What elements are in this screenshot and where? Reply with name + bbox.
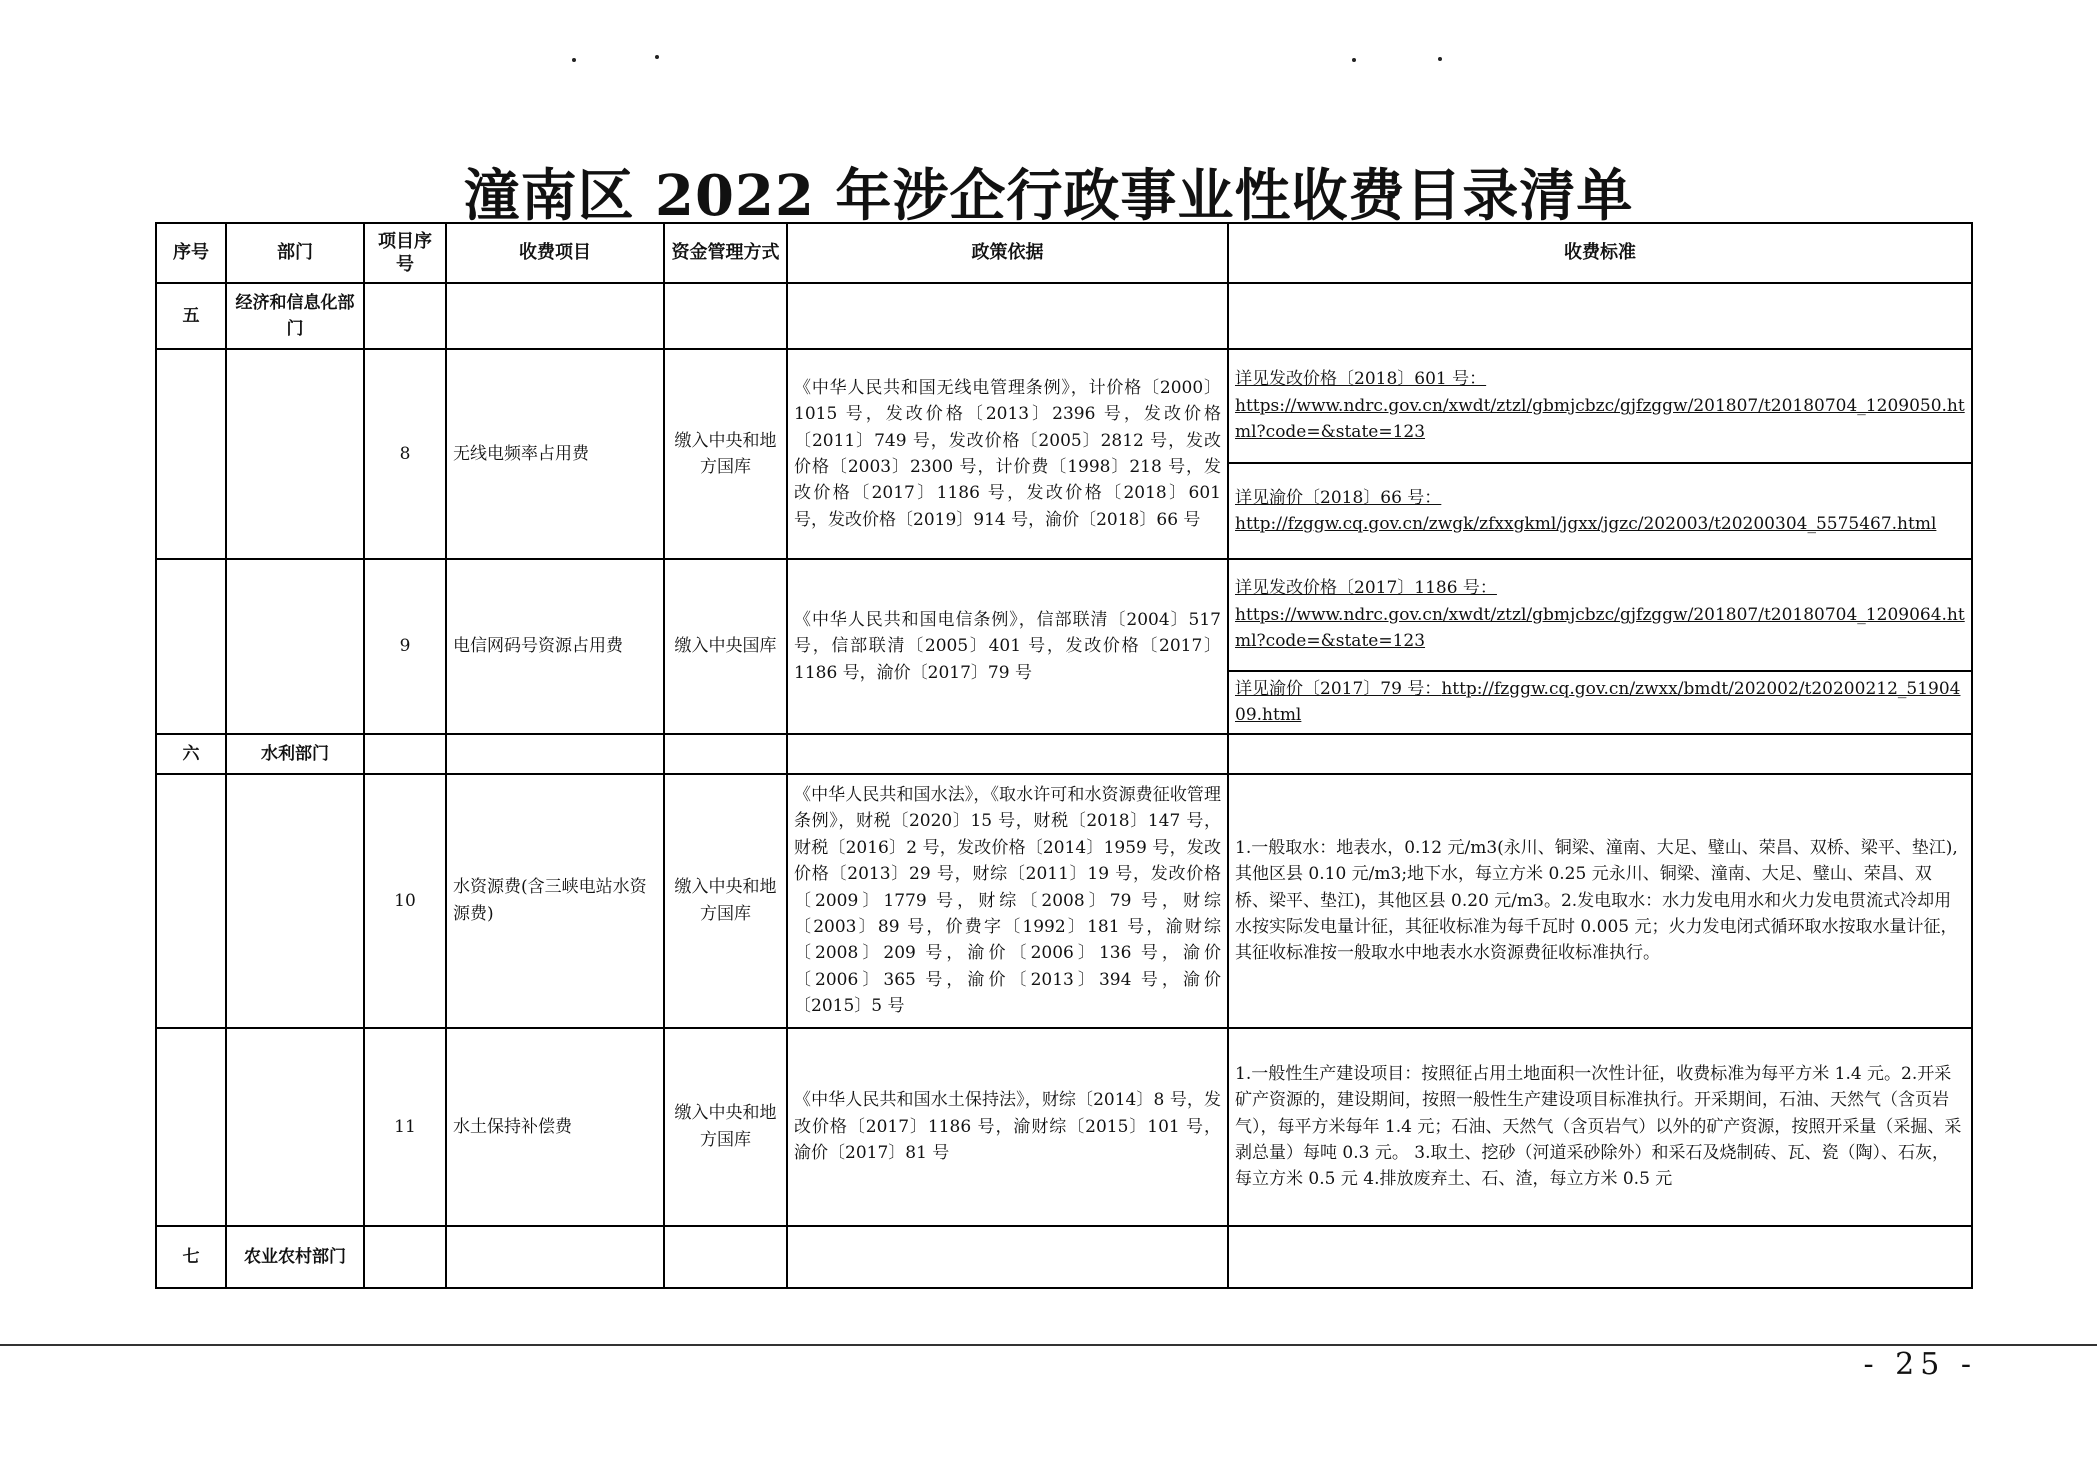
item-seq: 11	[364, 1028, 446, 1226]
fund-method: 缴入中央和地方国库	[664, 774, 787, 1028]
section-dept: 农业农村部门	[226, 1226, 364, 1288]
header-seq: 序号	[156, 223, 226, 283]
table-header-row	[156, 223, 1972, 283]
table-row	[156, 1028, 1972, 1226]
scan-speck	[1352, 58, 1356, 62]
header-standard: 收费标准	[1228, 223, 1972, 283]
table-row	[156, 559, 1972, 671]
standard-label: 详见渝价〔2017〕79 号：	[1235, 679, 1442, 699]
standard-cell	[1228, 349, 1972, 463]
table-row	[156, 774, 1972, 1028]
section-row	[156, 734, 1972, 774]
fund-method: 缴入中央国库	[664, 559, 787, 734]
standard-label: 详见渝价〔2018〕66 号：	[1235, 487, 1442, 508]
item-name: 水资源费(含三峡电站水资源费)	[446, 774, 664, 1028]
scan-speck	[1438, 57, 1442, 61]
fee-catalog-table	[155, 222, 1973, 1289]
standard-link[interactable]: https://www.ndrc.gov.cn/xwdt/ztzl/gbmjcbzc/gjfzggw/201807/t20180704_1209064.html?code=&state=123	[1235, 604, 1965, 652]
document-title: 潼南区 2022 年涉企行政事业性收费目录清单	[463, 163, 1634, 229]
policy-basis: 《中华人民共和国电信条例》，信部联清〔2004〕517 号，信部联清〔2005〕401 号，发改价格〔2017〕1186 号，渝价〔2017〕79 号	[787, 559, 1228, 734]
policy-basis: 《中华人民共和国无线电管理条例》，计价格〔2000〕1015 号，发改价格〔2013〕2396 号，发改价格〔2011〕749 号，发改价格〔2005〕2812 号，发改价格〔2003〕2300 号，计价费〔1998〕218 号，发改价格〔2017〕1186 号，发改价格〔2018〕601 号，发改价格〔2019〕914 号，渝价〔2018〕66 号	[787, 349, 1228, 559]
standard-label: 详见发改价格〔2018〕601 号：	[1235, 369, 1487, 390]
table-row	[156, 349, 1972, 463]
section-number: 五	[156, 283, 226, 349]
scan-speck	[655, 55, 659, 59]
fund-method: 缴入中央和地方国库	[664, 1028, 787, 1226]
standard-link[interactable]: https://www.ndrc.gov.cn/xwdt/ztzl/gbmjcbzc/gjfzggw/201807/t20180704_1209050.html?code=&state=123	[1235, 395, 1965, 443]
section-number: 六	[156, 734, 226, 774]
item-seq: 10	[364, 774, 446, 1028]
fund-method: 缴入中央和地方国库	[664, 349, 787, 559]
section-row	[156, 283, 1972, 349]
header-dept: 部门	[226, 223, 364, 283]
footer-divider	[0, 1344, 2097, 1346]
standard-link[interactable]: http://fzggw.cq.gov.cn/zwxx/bmdt/202002/t20200212_5190409.html	[1235, 679, 1961, 726]
standard-cell	[1228, 671, 1972, 734]
header-basis: 政策依据	[787, 223, 1228, 283]
item-name: 电信网码号资源占用费	[446, 559, 664, 734]
policy-basis: 《中华人民共和国水土保持法》，财综〔2014〕8 号，发改价格〔2017〕1186 号，渝财综〔2015〕101 号，渝价〔2017〕81 号	[787, 1028, 1228, 1226]
scan-speck	[572, 58, 576, 62]
item-seq: 8	[364, 349, 446, 559]
standard-label: 详见发改价格〔2017〕1186 号：	[1235, 578, 1497, 599]
item-name: 无线电频率占用费	[446, 349, 664, 559]
header-fund: 资金管理方式	[664, 223, 787, 283]
standard-text: 1.一般取水：地表水，0.12 元/m3(永川、铜梁、潼南、大足、璧山、荣昌、双桥、梁平、垫江),其他区县 0.10 元/m3;地下水，每立方米 0.25 元永川、铜梁、潼南、大足、璧山、荣昌、双桥、梁平、垫江)，其他区县 0.20 元/m3。2.发电取水：水力发电用水和火力发电贯流式冷却用水按实际发电量计征，其征收标准为每千瓦时 0.005 元；火力发电闭式循环取水按取水量计征，其征收标准按一般取水中地表水水资源费征收标准执行。	[1228, 774, 1972, 1028]
header-item: 收费项目	[446, 223, 664, 283]
standard-text: 1.一般性生产建设项目：按照征占用土地面积一次性计征，收费标准为每平方米 1.4 元。2.开采矿产资源的，建设期间，按照一般性生产建设项目标准执行。开采期间，石油、天然气（含页岩气），每平方米每年 1.4 元；石油、天然气（含页岩气）以外的矿产资源，按照开采量（采掘、采剥总量）每吨 0.3 元。 3.取土、挖砂（河道采砂除外）和采石及烧制砖、瓦、瓷（陶）、石灰，每立方米 0.5 元 4.排放废弃土、石、渣，每立方米 0.5 元	[1228, 1028, 1972, 1226]
standard-cell	[1228, 463, 1972, 559]
section-dept: 水利部门	[226, 734, 364, 774]
section-row	[156, 1226, 1972, 1288]
item-name: 水土保持补偿费	[446, 1028, 664, 1226]
standard-link[interactable]: http://fzggw.cq.gov.cn/zwgk/zfxxgkml/jgxx/jgzc/202003/t20200304_5575467.html	[1235, 514, 1937, 534]
item-seq: 9	[364, 559, 446, 734]
header-item-seq: 项目序号	[364, 223, 446, 283]
section-number: 七	[156, 1226, 226, 1288]
standard-cell	[1228, 559, 1972, 671]
section-dept: 经济和信息化部门	[226, 283, 364, 349]
page-number: - 25 -	[1863, 1347, 1977, 1382]
policy-basis: 《中华人民共和国水法》，《取水许可和水资源费征收管理条例》，财税〔2020〕15 号，财税〔2018〕147 号，财税〔2016〕2 号，发改价格〔2014〕1959 号，发改价格〔2013〕29 号，财综〔2011〕19 号，发改价格〔2009〕1779 号，财综〔2008〕79 号，财综〔2003〕89 号，价费字〔1992〕181 号，渝财综〔2008〕209 号，渝价〔2006〕136 号，渝价〔2006〕365 号，渝价〔2013〕394 号，渝价〔2015〕5 号	[787, 774, 1228, 1028]
